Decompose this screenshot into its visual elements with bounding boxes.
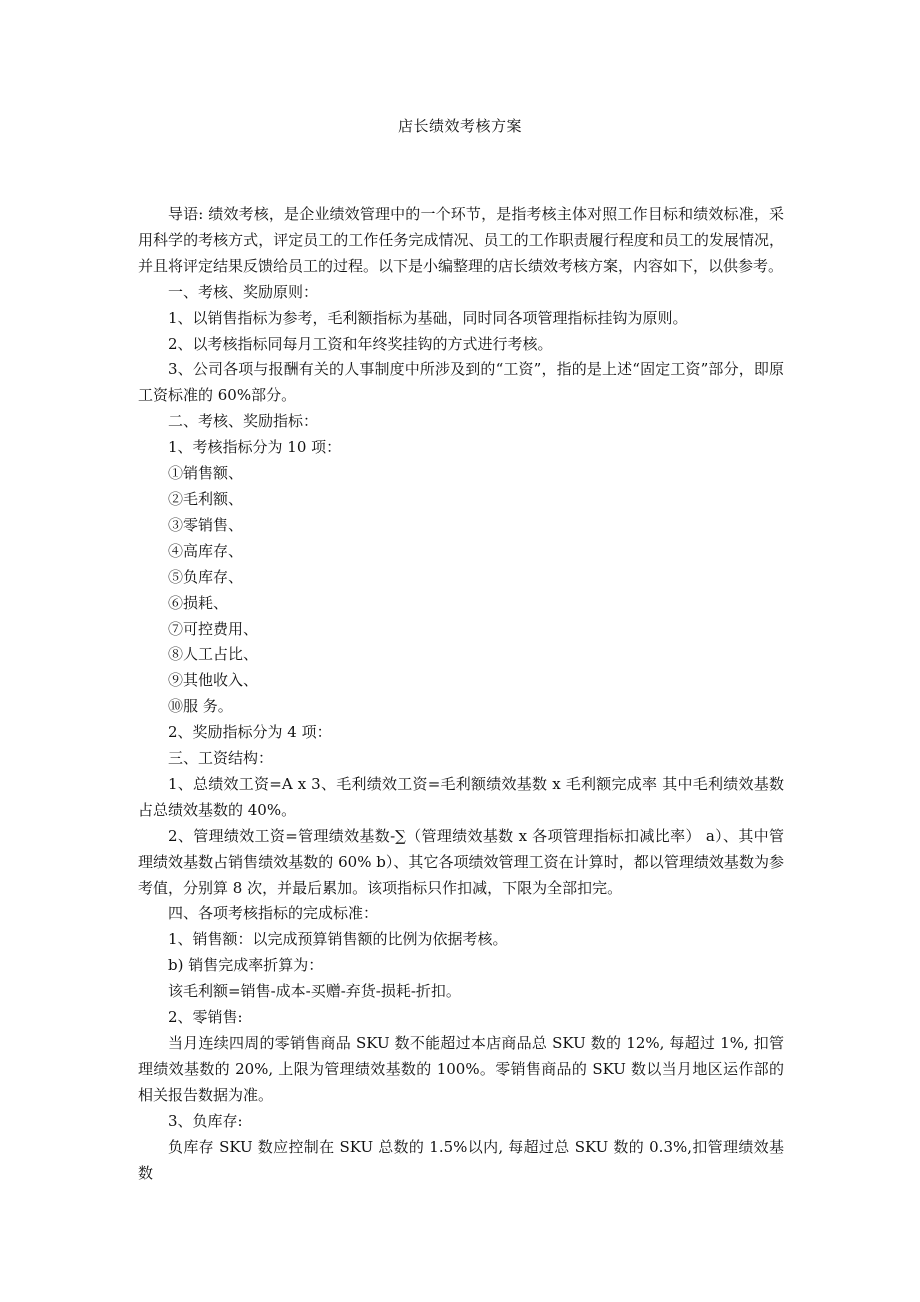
paragraph: 当月连续四周的零销售商品 SKU 数不能超过本店商品总 SKU 数的 12%, 每超过 1%, 扣管理绩效基数的 20%, 上限为管理绩效基数的 100%。零销售商品的 SKU 数以当月地区运作部的相关报告数据为准。 xyxy=(138,1034,784,1104)
paragraph: 该毛利额=销售-成本-买赠-弃货-损耗-折扣。 xyxy=(168,982,461,1001)
section-heading: 二、考核、奖励指标： xyxy=(168,412,319,431)
paragraph: 1、销售额：以完成预算销售额的比例为依据考核。 xyxy=(168,930,508,949)
list-item: ⑥损耗、 xyxy=(168,593,229,612)
paragraph: 2、零销售: xyxy=(168,1008,243,1027)
paragraph: 2、管理绩效工资=管理绩效基数-∑（管理绩效基数 x 各项管理指标扣减比率） a）、其中管理绩效基数占销售绩效基数的 60% b）、其它各项绩效管理工资在计算时，都以管理绩效基数为参考值，分别算 8 次，并最后累加。该项指标只作扣减，下限为全部扣完。 xyxy=(138,826,784,897)
list-item: ⑩服 务。 xyxy=(168,697,233,716)
paragraph: 3、公司各项与报酬有关的人事制度中所涉及到的“工资”，指的是上述“固定工资”部分，即原工资标准的 60%部分。 xyxy=(138,360,784,405)
list-item: ③零销售、 xyxy=(168,515,244,534)
paragraph: 3、负库存: xyxy=(168,1111,243,1130)
paragraph: 1、以销售指标为参考，毛利额指标为基础，同时同各项管理指标挂钩为原则。 xyxy=(168,308,688,327)
list-item: ⑨其他收入、 xyxy=(168,671,259,690)
document-title: 店长绩效考核方案 xyxy=(397,117,522,135)
paragraph: 1、考核指标分为 10 项： xyxy=(168,438,342,457)
list-item: ④高库存、 xyxy=(168,541,244,560)
paragraph: 2、以考核指标同每月工资和年终奖挂钩的方式进行考核。 xyxy=(168,334,553,353)
paragraph: 2、奖励指标分为 4 项： xyxy=(168,723,332,742)
list-item: ①销售额、 xyxy=(168,464,244,483)
paragraph-intro: 导语: 绩效考核，是企业绩效管理中的一个环节，是指考核主体对照工作目标和绩效标准，采用科学的考核方式，评定员工的工作任务完成情况、员工的工作职责履行程度和员工的发展情况，并且将评定结果反馈给员工的过程。以下是小编整理的店长绩效考核方案，内容如下，以供参考。 xyxy=(138,205,784,275)
list-item: ⑧人工占比、 xyxy=(168,645,259,664)
list-item: ②毛利额、 xyxy=(168,489,244,508)
list-item: ⑤负库存、 xyxy=(168,567,244,586)
paragraph: 1、总绩效工资=A x 3、毛利绩效工资=毛利额绩效基数 x 毛利额完成率 其中毛利绩效基数占总绩效基数的 40%。 xyxy=(138,774,784,819)
list-item: ⑦可控费用、 xyxy=(168,619,259,638)
document-body xyxy=(138,202,784,1186)
paragraph: b) 销售完成率折算为： xyxy=(168,956,324,975)
section-heading: 三、工资结构： xyxy=(168,749,274,768)
section-heading: 一、考核、奖励原则： xyxy=(168,282,319,301)
section-heading: 四、各项考核指标的完成标准： xyxy=(168,904,379,923)
paragraph: 负库存 SKU 数应控制在 SKU 总数的 1.5%以内, 每超过总 SKU 数的 0.3%,扣管理绩效基数 xyxy=(138,1137,784,1182)
